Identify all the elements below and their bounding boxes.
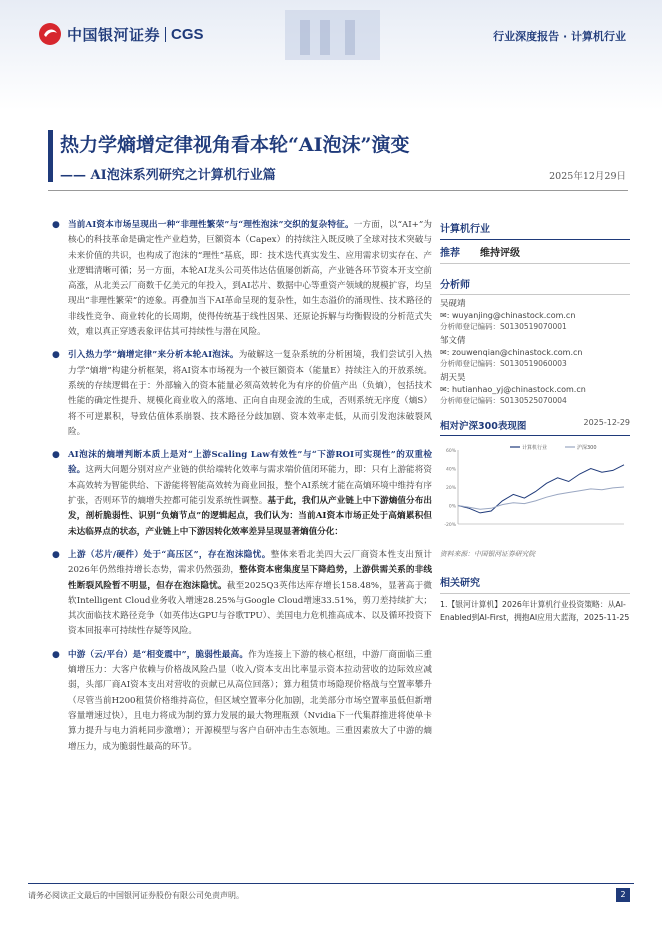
summary-paragraph <box>52 548 432 640</box>
main-content <box>52 218 432 763</box>
legend-label: 沪深300 <box>577 445 597 451</box>
sidebar <box>440 220 630 624</box>
rating-label: 推荐 <box>440 248 460 259</box>
bullet-icon: ● <box>52 350 60 361</box>
report-type: 行业深度报告 · 计算机行业 <box>493 30 626 43</box>
paragraph-emphasis: 基于此，我们从产业链上中下游熵值分布出发，剖析脆弱性、识别“负熵节点”的逻辑起点，我们认为：当前AI资本市场正处于高熵累积但未达临界点的状态，产业链上中下游因转化效率差异呈现显著熵值分化： <box>68 496 432 537</box>
analyst-cert: 分析师登记编码：S0130519070001 <box>440 322 567 331</box>
paragraph-lead: 中游（云/平台）是“相变震中”，脆弱性最高。 <box>68 649 249 660</box>
perf-chart-title: 相对沪深300表现图 <box>440 421 527 432</box>
analyst-name: 邹文倩 <box>440 336 466 346</box>
paragraph-lead: 上游（芯片/硬件）处于“高压区”，存在泡沫隐忧。 <box>68 549 271 560</box>
logo-separator <box>165 27 166 42</box>
rating-value: 维持评级 <box>480 248 520 259</box>
paragraph-lead: 引入热力学“熵增定律”来分析本轮AI泡沫。 <box>68 350 239 361</box>
report-date: 2025年12月29日 <box>549 171 626 182</box>
analyst-cert: 分析师登记编码：S0130525070004 <box>440 396 567 405</box>
summary-paragraph <box>52 218 432 340</box>
page-number: 2 <box>616 888 630 902</box>
title-divider <box>48 190 628 191</box>
bullet-icon: ● <box>52 649 60 660</box>
paragraph-emphasis: 整体资本密集度呈下降趋势，上游供需关系的非线性断裂风险暂不明显，但存在泡沫隐忧。 <box>68 565 432 591</box>
mail-icon: ✉: <box>440 311 452 320</box>
paragraph-lead: AI泡沫的熵增判断本质上是对“上游Scaling Law有效性”与“下游ROI可实现性”的双重检验。 <box>68 450 432 476</box>
analyst-cert: 分析师登记编码：S0130519060003 <box>440 359 567 368</box>
chart-source: 资料来源：中国银河证券研究院 <box>440 550 536 558</box>
paragraph-body: 一方面，以“AI+”为核心的科技革命是确定性产业趋势，巨额资本（Capex）的持续注入既反映了全球对技术突破与未来价值的共识，也构成了泡沫的“理性”基底，即：技术迭代真实发生、应用需求切实存在、产业逻辑清晰可循；另一方面，本轮AI龙头公司英伟达估值屡创新高，产业链各环节资本开支空前高涨，从北美云厂商数千亿美元的年投入，到AI芯片、数据中心等重资产领域的规模扩容，均呈现出“非理性繁荣”的迹象。再叠加当下AI革命呈现的复杂性，如生态溢价的涌现性、技术路径的非线性竞争、商业转化的长周期，使得传统基于线性因果、还原论拆解与均衡假设的分析范式失效，难以真正穿透表象评估其可持续性与潜在风险。 <box>68 220 432 338</box>
footer-disclaimer: 请务必阅读正文最后的中国银河证券股份有限公司免责声明。 <box>28 891 244 900</box>
bullet-icon: ● <box>52 549 60 560</box>
related-item[interactable]: 1.【银河计算机】2026年计算机行业投资策略：从AI-Enabled到AI-First，拥抱AI应用大蓝海，2025-11-25 <box>440 600 630 622</box>
analyst-entry <box>440 336 630 369</box>
mail-icon: ✉: <box>440 348 452 357</box>
analyst-heading: 分析师 <box>440 276 630 295</box>
company-logo <box>38 22 204 46</box>
y-tick-label: 40% <box>445 467 456 473</box>
series-line-1 <box>458 487 624 509</box>
analyst-email[interactable]: hutianhao_yj@chinastock.com.cn <box>451 385 586 394</box>
page-subtitle: —— AI泡沫系列研究之计算机行业篇 <box>60 168 276 183</box>
analyst-name: 胡天昊 <box>440 373 466 383</box>
paragraph-tail: 截至2025Q3英伟达库存增长158.48%，显著高于微软Intelligent Cloud业务收入增速28.25%与Google Cloud增速33.51%，剪刀差持续扩大；其次面临技术路径竞争（如英伟达GPU与谷歌TPU）、美国电力危机推高成本、以及循环投资下资本回报率可持续性存疑等风险。 <box>68 580 432 637</box>
paragraph-body: 整体来看北美四大云厂商资本性支出预计2026年仍然维持增长态势，需求仍然强劲， <box>68 549 432 576</box>
related-heading: 相关研究 <box>440 574 630 594</box>
mail-icon: ✉: <box>440 385 452 394</box>
series-line-0 <box>458 465 624 513</box>
perf-chart-date: 2025-12-29 <box>583 418 630 427</box>
y-tick-label: -20% <box>444 523 456 528</box>
rating-row <box>440 244 630 264</box>
footer-divider <box>28 883 634 884</box>
cgs-logo-icon <box>38 22 62 46</box>
y-tick-label: 60% <box>445 449 456 454</box>
title-accent-bar <box>48 130 53 182</box>
y-tick-label: 0% <box>448 504 456 510</box>
analyst-email[interactable]: wuyanjing@chinastock.com.cn <box>451 311 576 320</box>
y-tick-label: 20% <box>445 486 456 491</box>
paragraph-lead: 当前AI资本市场呈现出一种“非理性繁荣”与“理性泡沫”交织的复杂特征。 <box>68 220 354 230</box>
legend-label: 计算机行业 <box>522 445 548 451</box>
header-banner <box>0 0 662 110</box>
logo-text-cn: 中国银河证券 <box>67 25 161 44</box>
page-title: 热力学熵增定律视角看本轮“AI泡沫”演变 <box>60 134 410 156</box>
perf-chart <box>440 442 630 544</box>
bullet-icon: ● <box>52 220 60 230</box>
paragraph-body: 这两大问题分别对应产业链的供给端转化效率与需求端价值闭环能力，即：只有上游能将资本高效转为智能供给、下游能将智能高效转为商业回报，整个AI系统才能在高熵环境中维持有序扩张，否则环节的熵增失控都可能引发系统性调整。 <box>68 465 432 507</box>
analyst-name: 吴砚靖 <box>440 299 466 309</box>
industry-heading: 计算机行业 <box>440 220 630 240</box>
summary-paragraph <box>52 648 432 755</box>
summary-paragraph <box>52 348 432 440</box>
analyst-entry <box>440 373 630 406</box>
bullet-icon: ● <box>52 450 60 461</box>
analyst-email[interactable]: zouwenqian@chinastock.com.cn <box>451 348 583 357</box>
summary-paragraph <box>52 448 432 540</box>
perf-chart-header <box>440 418 630 436</box>
analyst-entry <box>440 299 630 332</box>
paragraph-body: 作为连接上下游的核心枢纽，中游厂商面临三重熵增压力：大客户依赖与价格战风险凸显（收入/资本支出比率显示资本拉动营收的边际效应减弱，头部厂商AI资本支出对营收的贡献已从高位回落）；算力租赁市场隐现价格战与空置率攀升（尽管当前H200租赁价格维持高位，但区域空置率分化加剧，北美部分市场空置率虽低但新增容量增速过快），且电力将成为制约算力发展的最大物理瓶颈（Nvidia下一代集群推进将使单卡算力提升与电力消耗同步激增）；开源模型与客户自研冲击生态领地。三重因素放大了中游的熵增压力，成为脆弱性最高的环节。 <box>68 649 432 752</box>
logo-text-en: CGS <box>171 25 204 43</box>
paragraph-body: 为破解这一复杂系统的分析困境，我们尝试引入热力学“熵增”构建分析框架，将AI资本市场视为一个被巨额资本（能量E）持续注入的开放系统。系统的存续逻辑在于：外部输入的资本能量必须高效转化为有序的价值产出（负熵），包括技术性能的确定性提升、规模化商业收入的落地、正向自由现金流的生成，否则系统无序度（熵S）将不可逆累积，导致估值体系崩裂、技术路径分歧加剧、资本效率走低，从而引发泡沫破裂风险。 <box>68 350 432 437</box>
